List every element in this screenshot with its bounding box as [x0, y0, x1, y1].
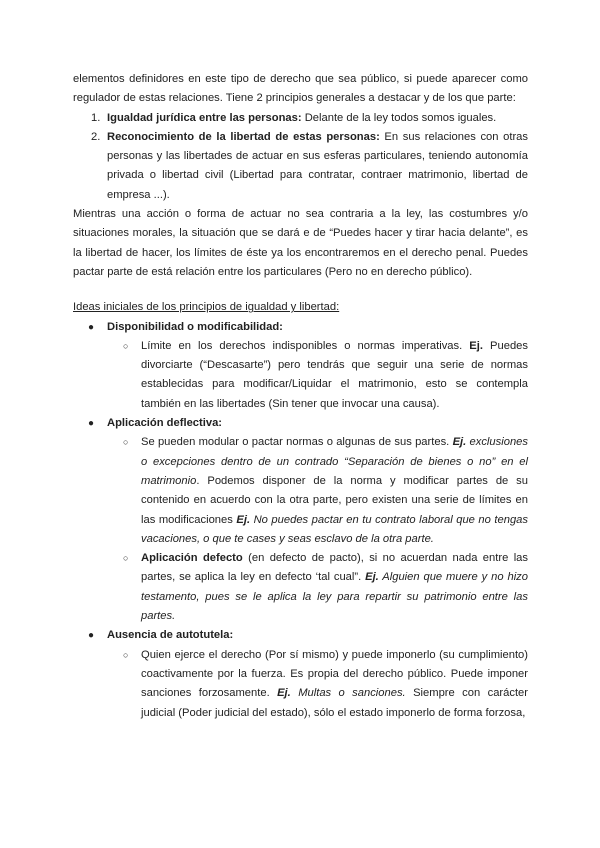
example-label: Ej.: [236, 513, 251, 526]
bullet-item: [73, 626, 528, 722]
list-number: 2.: [91, 130, 101, 143]
sub-item: ○ Se pueden modular o pactar normas o algunas de sus partes. Ej. exclusiones o excepciones dentro de un contrado “Separación de bienes o no” en el matrimonio. Podemos disponer de la norma y modificar partes de su contenido en acuerdo con la otra parte, pero existen una serie de límites en las modificaciones Ej. No puedes pactar en tu contrato laboral que no tengas vacaciones, o que te cases y seas esclavo de la otra parte.: [107, 433, 528, 549]
example-label: Ej.: [469, 339, 483, 352]
principles-list: [73, 109, 528, 205]
circle-bullet-icon: ○: [123, 553, 129, 564]
sub-list: [107, 646, 528, 723]
principle-item: [73, 128, 528, 205]
bullet-title: Aplicación deflectiva:: [107, 417, 223, 430]
sub-item: ○ Límite en los derechos indisponibles o normas imperativas. Ej. Puedes divorciarte (“Descasarte”) pero tendrás que seguir una serie de normas establecidas para modificar/Liquidar el matrimonio, esto se contempla también en las libertades (Sin tener que invocar una causa).: [107, 337, 528, 414]
sub-list: [107, 337, 528, 414]
example-label: Ej.: [452, 436, 467, 449]
bullet-title: Ausencia de autotutela:: [107, 629, 234, 642]
principle-item: [73, 109, 528, 128]
section-heading: Ideas iniciales de los principios de igualdad y libertad:: [73, 301, 340, 314]
document-page: [73, 70, 528, 723]
circle-bullet-icon: ○: [123, 340, 129, 351]
principle-title: Reconocimiento de la libertad de estas personas:: [107, 130, 380, 143]
bullet-item: [73, 414, 528, 626]
bullet-title: Disponibilidad o modificabilidad:: [107, 320, 283, 333]
example-label: Ej.: [277, 687, 291, 700]
bullet-icon: ●: [88, 630, 95, 642]
sub-item-title: Aplicación defecto: [141, 552, 243, 565]
ideas-list: [73, 318, 528, 723]
intro-paragraph: elementos definidores en este tipo de derecho que sea público, si puede aparecer como regulador de estas relaciones. Tiene 2 principios generales a destacar y de los que parte:: [73, 73, 528, 105]
sub-item: ○ Aplicación defecto (en defecto de pacto), si no acuerdan nada entre las partes, se aplica la ley en defecto ‘tal cual”. Ej. Alguien que muere y no hizo testamento, pues se le aplica la ley para repartir su patrimonio entre las partes.: [107, 549, 528, 626]
body-paragraph: Mientras una acción o forma de actuar no sea contraria a la ley, las costumbres y/o situaciones morales, la situación que se dará e de “Puedes hacer y tirar hacia delante”, es la libertad de hacer, los límites de éste ya los encontraremos en el derecho penal. Puedes pactar parte de está relación entre los particulares (Pero no en derecho público).: [73, 208, 528, 278]
sub-list: [107, 433, 528, 626]
example-label: Ej.: [365, 571, 379, 584]
circle-bullet-icon: ○: [123, 437, 129, 448]
sub-item: ○ Quien ejerce el derecho (Por sí mismo) y puede imponerlo (su cumplimiento) coactivamente por la fuerza. Es propia del derecho público. Puede imponer sanciones forzosamente. Ej. Multas o sanciones. Siempre con carácter judicial (Poder judicial del estado), sólo el estado imponerlo de forma forzosa,: [107, 646, 528, 723]
principle-text: Delante de la ley todos somos iguales.: [301, 111, 497, 124]
bullet-item: [73, 318, 528, 414]
principle-title: Igualdad jurídica entre las personas:: [107, 111, 302, 124]
bullet-icon: ●: [88, 321, 95, 333]
list-number: 1.: [91, 111, 101, 124]
circle-bullet-icon: ○: [123, 649, 129, 660]
bullet-icon: ●: [88, 418, 95, 430]
principle-text: En sus relaciones con otras personas y las libertades de actuar en sus esferas particulares, teniendo autonomía privada o libertad civil (Libertad para contratar, contraer matrimonio, libertad de empresa ...).: [107, 130, 528, 201]
